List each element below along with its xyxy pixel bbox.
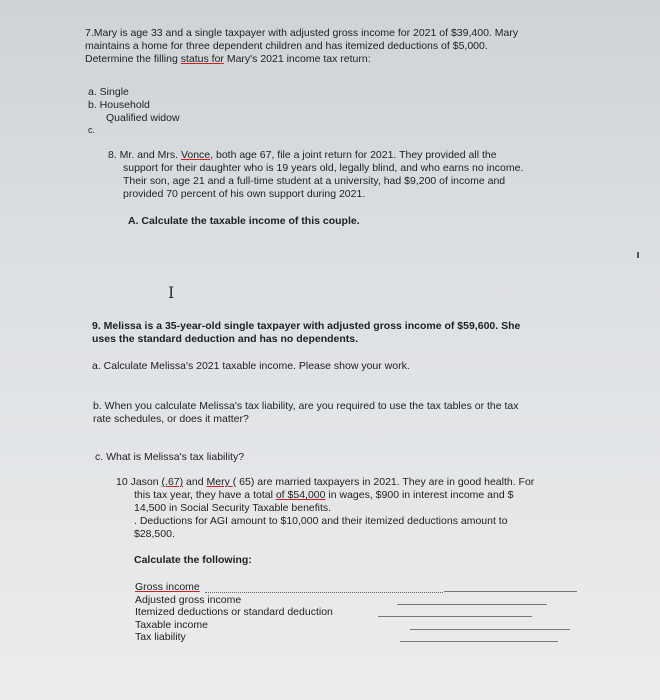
q7-option-c-text: Qualified widow bbox=[106, 112, 180, 124]
answer-line-deduction bbox=[378, 616, 532, 617]
q10-line-2: this tax year, they have a total of $54,000 in wages, $900 in interest income and $ bbox=[134, 489, 514, 501]
q9-part-b-line-2: rate schedules, or does it matter? bbox=[93, 413, 249, 425]
q7-line-3: Determine the filling status for Mary's 2021 income tax return: bbox=[85, 53, 371, 65]
q7-option-a: a. Single bbox=[88, 86, 129, 98]
q10-item-agi: Adjusted gross income bbox=[135, 594, 242, 606]
q10-calc-heading: Calculate the following: bbox=[134, 554, 252, 566]
edge-mark bbox=[637, 252, 639, 258]
answer-dotted-line bbox=[205, 592, 443, 593]
text-cursor-icon: I bbox=[168, 283, 175, 302]
q9-part-a: a. Calculate Melissa's 2021 taxable income. Please show your work. bbox=[92, 360, 410, 372]
q7-line-1: 7.Mary is age 33 and a single taxpayer with adjusted gross income for 2021 of $39,400. Mary bbox=[85, 27, 519, 39]
q10-line-3: 14,500 in Social Security Taxable benefits. bbox=[134, 502, 332, 514]
q8-line-3: Their son, age 21 and a full-time student at a university, had $9,200 of income and bbox=[123, 175, 506, 187]
q10-item-tax-liability: Tax liability bbox=[135, 631, 186, 643]
q8-line-4: provided 70 percent of his own support during 2021. bbox=[123, 188, 366, 200]
q9-line-1: 9. Melissa is a 35-year-old single taxpayer with adjusted gross income of $59,600. She bbox=[92, 320, 521, 332]
q9-line-2: uses the standard deduction and has no dependents. bbox=[92, 333, 359, 345]
q9-part-c: c. What is Melissa's tax liability? bbox=[95, 451, 245, 463]
answer-line-agi bbox=[397, 604, 547, 605]
q9-part-b-line-1: b. When you calculate Melissa's tax liability, are you required to use the tax tables or the tax bbox=[93, 400, 519, 412]
q10-line-5: $28,500. bbox=[134, 528, 175, 540]
q10-item-gross-income: Gross income bbox=[135, 581, 200, 593]
q8-part-a: A. Calculate the taxable income of this couple. bbox=[128, 215, 360, 227]
answer-line-tax-liability bbox=[400, 641, 558, 642]
answer-line-gross-income bbox=[444, 591, 577, 592]
q7-line-2: maintains a home for three dependent children and has itemized deductions of $5,000. bbox=[85, 40, 488, 52]
q10-line-4: . Deductions for AGI amount to $10,000 and their itemized deductions amount to bbox=[134, 515, 508, 527]
q10-item-deduction: Itemized deductions or standard deduction bbox=[135, 606, 333, 618]
answer-line-taxable-income bbox=[410, 629, 570, 630]
q8-line-1: 8. Mr. and Mrs. Vonce, both age 67, file a joint return for 2021. They provided all the bbox=[108, 149, 497, 161]
q10-line-1: 10 Jason (.67) and Mery ( 65) are married taxpayers in 2021. They are in good health. For bbox=[116, 476, 535, 488]
q7-option-b: b. Household bbox=[88, 99, 150, 111]
q10-item-taxable-income: Taxable income bbox=[135, 619, 208, 631]
q7-option-c-label: c. bbox=[88, 125, 96, 135]
q8-line-2: support for their daughter who is 19 years old, legally blind, and who earns no income. bbox=[123, 162, 524, 174]
